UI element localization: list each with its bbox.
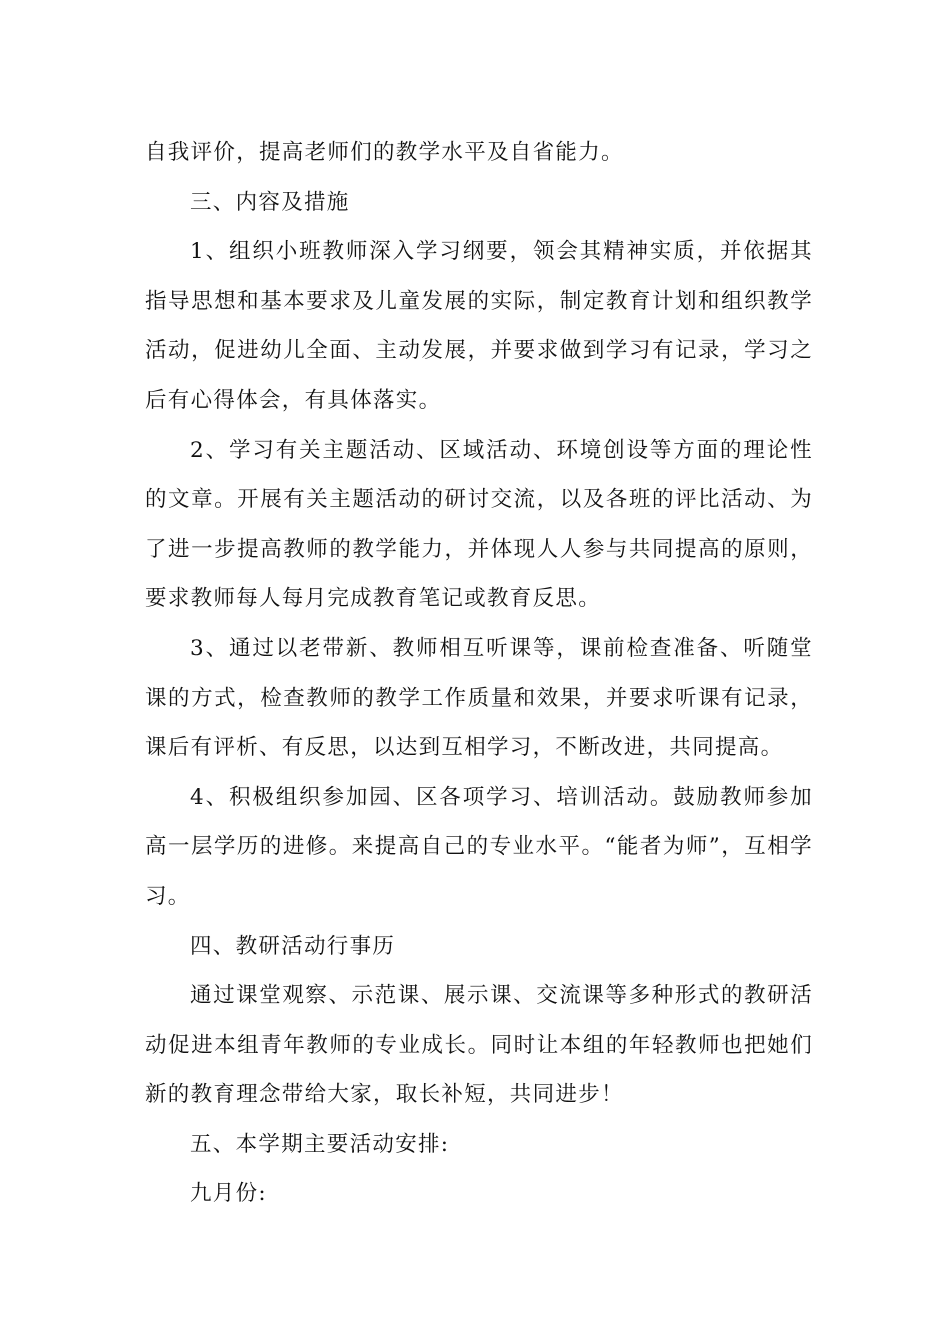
measure-item-1: 1、组织小班教师深入学习纲要，领会其精神实质，并依据其指导思想和基本要求及儿童发展的实际，制定教育计划和组织教学活动，促进幼儿全面、主动发展，并要求做到学习有记录，学习之后有心得体会，有具体落实。 — [145, 239, 813, 413]
document-body — [145, 128, 813, 1219]
measure-item-2: 2、学习有关主题活动、区域活动、环境创设等方面的理论性的文章。开展有关主题活动的研讨交流，以及各班的评比活动、为了进一步提高教师的教学能力，并体现人人参与共同提高的原则，要求教师每人每月完成教育笔记或教育反思。 — [145, 437, 813, 612]
section-heading-activities: 五、本学期主要活动安排: — [190, 1131, 450, 1157]
section-heading-calendar: 四、教研活动行事历 — [190, 933, 396, 959]
section-heading-content-measures: 三、内容及措施 — [190, 189, 350, 215]
measure-item-4: 4、积极组织参加园、区各项学习、培训活动。鼓励教师参加高一层学历的进修。来提高自己的专业水平。“能者为师”，互相学习。 — [145, 784, 813, 909]
month-heading-september: 九月份: — [190, 1181, 267, 1207]
calendar-paragraph: 通过课堂观察、示范课、展示课、交流课等多种形式的教研活动促进本组青年教师的专业成长。同时让本组的年轻教师也把她们新的教育理念带给大家，取长补短，共同进步！ — [145, 983, 813, 1108]
paragraph-continuation: 自我评价，提高老师们的教学水平及自省能力。 — [145, 140, 624, 165]
measure-item-3: 3、通过以老带新、教师相互听课等，课前检查准备、听随堂课的方式，检查教师的教学工作质量和效果，并要求听课有记录，课后有评析、有反思，以达到互相学习，不断改进，共同提高。 — [145, 635, 813, 761]
